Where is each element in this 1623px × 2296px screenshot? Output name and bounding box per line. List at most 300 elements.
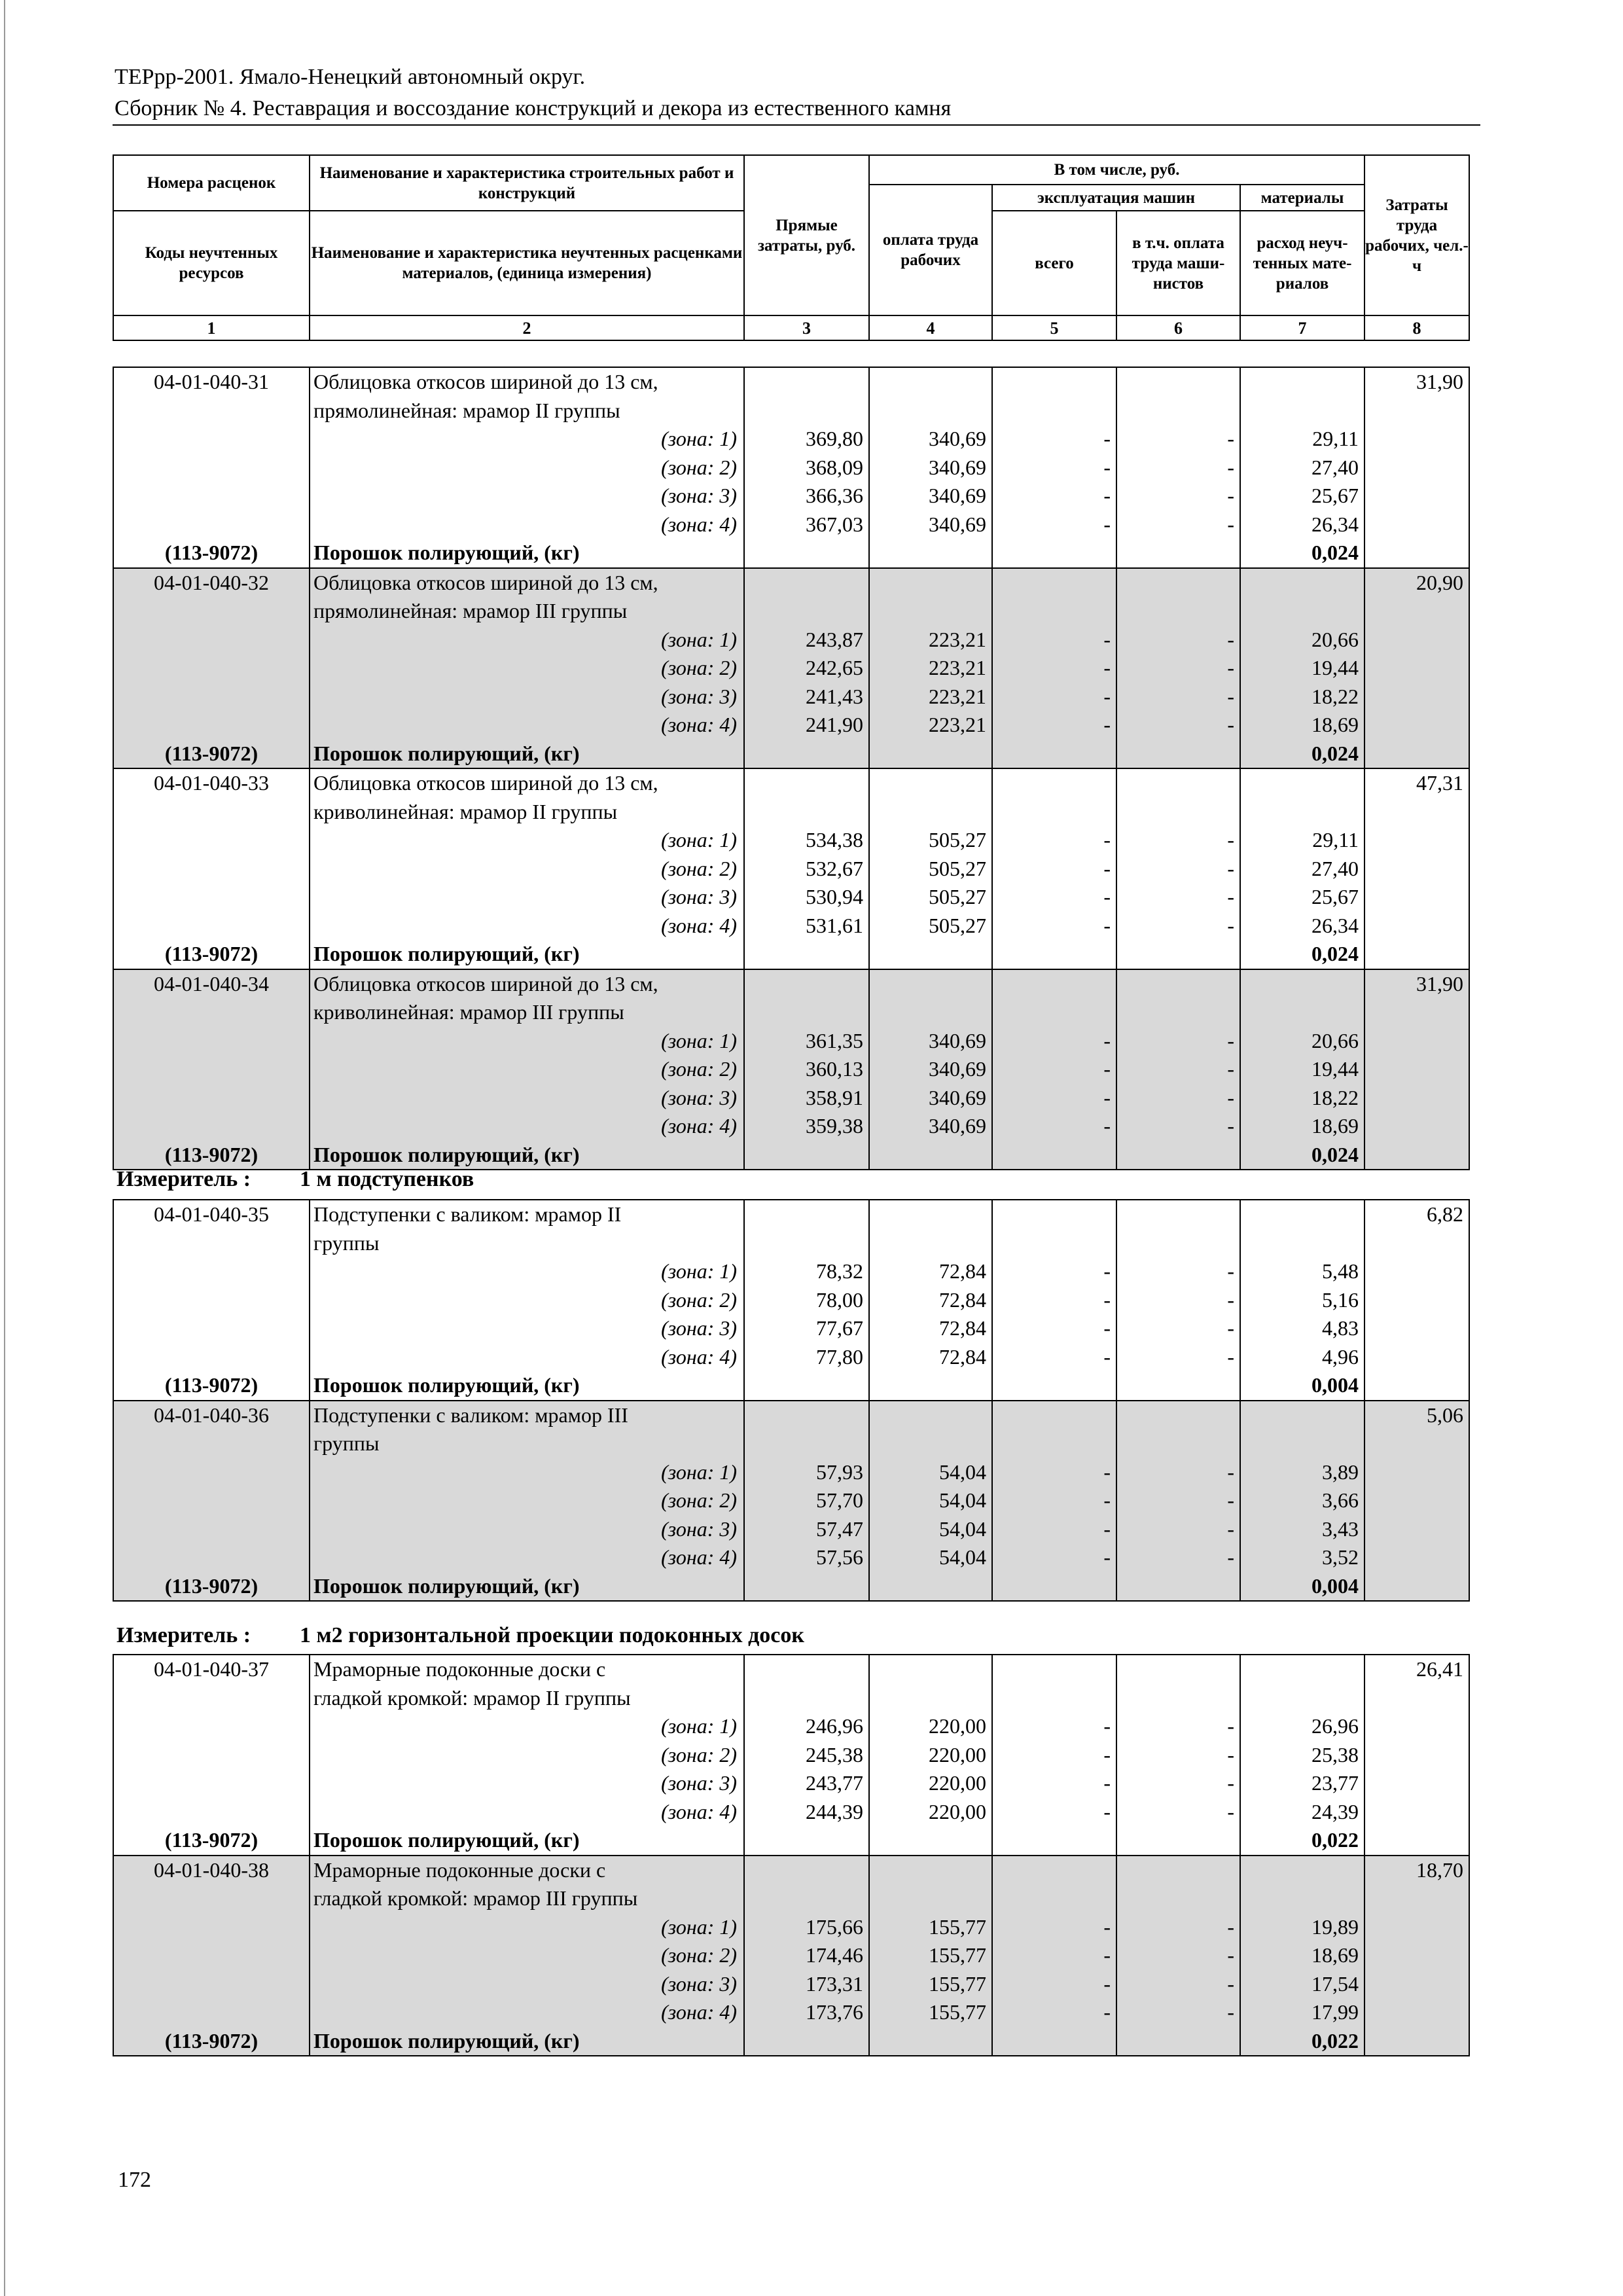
blank-line [745,597,868,626]
rate-entry [113,1655,1469,1856]
material-cost-value: 3,52 [1322,1545,1359,1569]
direct-cost-value: 532,67 [806,856,863,880]
rate-entry [113,969,1469,1170]
blank-line [1241,798,1364,827]
zone-label: (зона: 1) [661,1259,737,1283]
resource-name: Порошок полирующий, (кг) [313,541,580,564]
col-resource-codes-header: Коды неучтенных ресурсов [113,211,310,315]
zone-label: (зона: 2) [661,1057,737,1081]
work-name-line: Мраморные подоконные доски с [313,1857,606,1882]
direct-cost-value: 77,67 [816,1316,863,1340]
machines-cost-value: - [1103,1714,1111,1738]
machines-cost-value: - [1103,828,1111,852]
blank-line [870,1141,991,1170]
resource-name: Порошок полирующий, (кг) [313,1573,580,1598]
rate-code-cell [113,969,310,1170]
blank-line [745,368,868,397]
blank-line [1117,1572,1240,1601]
blank-line [1117,1684,1240,1713]
material-cost-cell [1240,1856,1364,2056]
col-wage-header: оплата труда рабочих [869,185,992,315]
wage-cost-value: 54,04 [939,1460,986,1484]
col-num-1: 1 [113,315,310,340]
blank-line [745,998,868,1027]
direct-cost-value: 366,36 [806,484,863,507]
resource-code: (113-9072) [164,541,259,564]
measure-text: 1 м2 горизонтальной проекции подоконных досок [300,1623,804,1647]
zone-label: (зона: 3) [661,1316,737,1340]
blank-line [745,569,868,598]
rate-code: 04-01-040-32 [154,570,269,594]
work-name-line: группы [313,1431,380,1455]
zone-label: (зона: 4) [661,1114,737,1138]
machines-cost-value: - [1103,1914,1111,1939]
direct-cost-value: 534,38 [806,828,863,852]
direct-cost-value: 246,96 [806,1714,863,1738]
machines-cost-value: - [1103,1799,1111,1823]
resource-name: Порошок полирующий, (кг) [313,1828,580,1852]
material-cost-cell [1240,367,1364,568]
material-cost-value: 3,66 [1322,1488,1359,1512]
work-name-cell [310,969,744,1170]
zone-label: (зона: 4) [661,713,737,736]
material-cost-value: 29,11 [1312,828,1359,852]
col-machinist-wage-header: в т.ч. оплата труда маши-нистов [1116,211,1240,315]
machinist-wage-value: - [1227,1516,1234,1541]
material-cost-value: 4,83 [1322,1316,1359,1340]
blank-line [745,1200,868,1229]
machinist-wage-cell [1116,768,1240,969]
wage-cost-value: 505,27 [929,885,986,908]
machinist-wage-cell [1116,367,1240,568]
material-cost-cell [1240,568,1364,769]
resource-code: (113-9072) [164,1142,259,1166]
blank-line [1117,998,1240,1027]
machinist-wage-value: - [1227,627,1234,651]
work-name-line: Облицовка откосов шириной до 13 см, [313,771,658,795]
zone-label: (зона: 4) [661,512,737,536]
direct-cost-value: 241,43 [806,684,863,708]
work-name-line: криволинейная: мрамор II группы [313,799,618,823]
blank-line [993,970,1116,999]
col-machines-total-header: всего [992,211,1116,315]
work-name-line: Подступенки с валиком: мрамор II [313,1202,622,1226]
measure-label: Измеритель : [116,1623,251,1647]
blank-line [993,769,1116,798]
rate-entry [113,568,1469,769]
machines-cost-value: - [1103,2000,1111,2024]
direct-cost-cell [744,768,869,969]
blank-line [870,1229,991,1258]
wage-cost-value: 223,21 [929,656,986,679]
work-name-cell [310,1856,744,2056]
direct-cost-value: 78,00 [816,1287,863,1312]
blank-line [993,998,1116,1027]
resource-code: (113-9072) [164,1828,259,1852]
direct-cost-value: 173,31 [806,1971,863,1996]
wage-cost-value: 340,69 [929,455,986,479]
machines-cost-value: - [1103,1114,1111,1138]
resource-name: Порошок полирующий, (кг) [313,2028,580,2053]
machines-cost-value: - [1103,1545,1111,1569]
blank-line [745,769,868,798]
direct-cost-value: 57,93 [816,1460,863,1484]
machinist-wage-value: - [1227,427,1234,450]
blank-line [870,798,991,827]
machines-cost-cell [992,969,1116,1170]
resource-quantity: 0,024 [1311,1142,1359,1166]
blank-line [993,1229,1116,1258]
machinist-wage-value: - [1227,1943,1234,1967]
material-cost-cell [1240,1655,1364,1856]
wage-cost-value: 155,77 [929,2000,986,2024]
work-name-line: гладкой кромкой: мрамор III группы [313,1886,638,1910]
material-cost-value: 5,48 [1322,1259,1359,1283]
resource-quantity: 0,022 [1311,1828,1359,1852]
machines-cost-value: - [1103,856,1111,880]
measure-note-2 [116,1623,804,1648]
blank-line [993,397,1116,425]
direct-cost-value: 531,61 [806,913,863,937]
zone-label: (зона: 2) [661,1287,737,1312]
blank-line [1117,1229,1240,1258]
machines-cost-cell [992,1856,1116,2056]
wage-cost-value: 220,00 [929,1714,986,1738]
blank-line [870,1826,991,1855]
blank-line [745,940,868,969]
machinist-wage-value: - [1227,512,1234,536]
direct-cost-value: 359,38 [806,1114,863,1138]
machinist-wage-value: - [1227,828,1234,852]
zone-label: (зона: 2) [661,455,737,479]
material-cost-value: 19,44 [1311,656,1359,679]
rate-code-cell [113,568,310,769]
blank-line [870,2027,991,2056]
direct-cost-value: 173,76 [806,2000,863,2024]
machinist-wage-cell [1116,1200,1240,1401]
wage-cost-cell [869,768,992,969]
material-cost-value: 4,96 [1322,1344,1359,1369]
wage-cost-value: 220,00 [929,1742,986,1767]
zone-label: (зона: 3) [661,885,737,908]
blank-line [993,1856,1116,1885]
machinist-wage-cell [1116,1401,1240,1602]
resource-code: (113-9072) [164,741,259,765]
work-name-line: Облицовка откосов шириной до 13 см, [313,570,658,594]
measure-note-1 [116,1167,474,1192]
table-header [113,154,1470,341]
machinist-wage-value: - [1227,1771,1234,1795]
machinist-wage-value: - [1227,1742,1234,1767]
work-name-line: Облицовка откосов шириной до 13 см, [313,370,658,393]
rate-entry [113,367,1469,568]
material-cost-value: 19,44 [1311,1057,1359,1081]
rate-entry [113,768,1469,969]
blank-line [745,1141,868,1170]
incl-header: В том числе, руб. [869,155,1364,185]
wage-cost-value: 340,69 [929,1028,986,1052]
blank-line [1241,1401,1364,1430]
machines-cost-value: - [1103,713,1111,736]
material-cost-value: 20,66 [1311,1028,1359,1052]
machines-cost-value: - [1103,455,1111,479]
rates-block-3 [113,1654,1470,2056]
zone-label: (зона: 1) [661,627,737,651]
blank-line [745,1371,868,1400]
wage-cost-value: 220,00 [929,1799,986,1823]
material-cost-value: 24,39 [1311,1799,1359,1823]
zone-label: (зона: 2) [661,1488,737,1512]
blank-line [745,1572,868,1601]
direct-cost-cell [744,367,869,568]
col-labor-header: Затраты труда рабочих, чел.-ч [1364,155,1469,315]
blank-line [870,1572,991,1601]
machinist-wage-cell [1116,1856,1240,2056]
labor-cell [1364,768,1469,969]
blank-line [745,1684,868,1713]
col-material-name-header: Наименование и характеристика неучтенных расценками материалов, (единица измерения) [310,211,744,315]
rate-code: 04-01-040-37 [154,1657,269,1681]
direct-cost-value: 241,90 [806,713,863,736]
blank-line [993,1684,1116,1713]
work-name-line: Облицовка откосов шириной до 13 см, [313,971,658,996]
wage-cost-cell [869,1856,992,2056]
labor-cell [1364,1401,1469,1602]
wage-cost-value: 505,27 [929,856,986,880]
wage-cost-value: 72,84 [939,1316,986,1340]
direct-cost-value: 245,38 [806,1742,863,1767]
blank-line [1117,397,1240,425]
machines-cost-value: - [1103,1344,1111,1369]
blank-line [993,740,1116,768]
work-name-line: криволинейная: мрамор III группы [313,1000,624,1024]
resource-quantity: 0,024 [1311,942,1359,965]
machinist-wage-value: - [1227,1057,1234,1081]
work-name-line: прямолинейная: мрамор II группы [313,398,620,422]
wage-cost-cell [869,1655,992,1856]
col-material-use-header: расход неуч-тенных мате-риалов [1240,211,1364,315]
labor-value: 31,90 [1416,370,1463,393]
direct-cost-value: 77,80 [816,1344,863,1369]
machinist-wage-value: - [1227,885,1234,908]
machines-cost-value: - [1103,1943,1111,1967]
zone-label: (зона: 3) [661,1971,737,1996]
labor-value: 20,90 [1416,570,1463,594]
work-name-cell [310,568,744,769]
labor-cell [1364,1856,1469,2056]
machines-cost-value: - [1103,913,1111,937]
blank-line [1241,1684,1364,1713]
work-name-cell [310,1655,744,1856]
machinist-wage-value: - [1227,1114,1234,1138]
resource-name: Порошок полирующий, (кг) [313,942,580,965]
machines-cost-value: - [1103,427,1111,450]
wage-cost-cell [869,1200,992,1401]
wage-cost-value: 72,84 [939,1259,986,1283]
zone-label: (зона: 1) [661,1714,737,1738]
machines-cost-cell [992,568,1116,769]
direct-cost-value: 361,35 [806,1028,863,1052]
labor-value: 5,06 [1427,1403,1463,1427]
blank-line [993,798,1116,827]
zone-label: (зона: 1) [661,1028,737,1052]
machines-cost-value: - [1103,1287,1111,1312]
blank-line [1241,1655,1364,1684]
wage-cost-value: 54,04 [939,1516,986,1541]
wage-cost-value: 340,69 [929,512,986,536]
blank-line [993,1826,1116,1855]
col-num-3: 3 [744,315,869,340]
machinist-wage-value: - [1227,1971,1234,1996]
machines-cost-cell [992,1401,1116,1602]
machinist-wage-value: - [1227,2000,1234,2024]
direct-cost-value: 243,77 [806,1771,863,1795]
blank-line [870,368,991,397]
wage-cost-value: 340,69 [929,1114,986,1138]
direct-cost-cell [744,1401,869,1602]
zone-label: (зона: 4) [661,1799,737,1823]
zone-label: (зона: 2) [661,1742,737,1767]
wage-cost-value: 155,77 [929,1943,986,1967]
col-rate-numbers-header: Номера расценок [113,155,310,211]
work-name-cell [310,768,744,969]
blank-line [745,1826,868,1855]
blank-line [745,1856,868,1885]
direct-cost-value: 367,03 [806,512,863,536]
blank-line [870,1371,991,1400]
measure-text: 1 м подступенков [300,1167,474,1191]
material-cost-value: 3,43 [1322,1516,1359,1541]
blank-line [1117,769,1240,798]
wage-cost-value: 72,84 [939,1344,986,1369]
blank-line [870,1884,991,1913]
rate-code: 04-01-040-34 [154,971,269,996]
rate-code-cell [113,1655,310,1856]
machines-cost-cell [992,367,1116,568]
machinist-wage-value: - [1227,684,1234,708]
machinist-wage-value: - [1227,1316,1234,1340]
col-num-6: 6 [1116,315,1240,340]
direct-cost-value: 242,65 [806,656,863,679]
wage-cost-value: 155,77 [929,1914,986,1939]
rate-code-cell [113,768,310,969]
resource-quantity: 0,024 [1311,541,1359,564]
machinist-wage-value: - [1227,1914,1234,1939]
blank-line [870,1200,991,1229]
machines-cost-value: - [1103,1971,1111,1996]
zone-label: (зона: 1) [661,1460,737,1484]
rate-code-cell [113,367,310,568]
zone-label: (зона: 3) [661,484,737,507]
material-cost-value: 18,22 [1311,1085,1359,1109]
machinist-wage-value: - [1227,1344,1234,1369]
machines-cost-value: - [1103,1488,1111,1512]
rates-block-2 [113,1199,1470,1602]
blank-line [1117,1141,1240,1170]
labor-value: 6,82 [1427,1202,1463,1226]
wage-cost-value: 220,00 [929,1771,986,1795]
rate-entry [113,1401,1469,1602]
col-num-8: 8 [1364,315,1469,340]
page-edge-line [4,0,5,2296]
material-cost-cell [1240,1200,1364,1401]
material-cost-value: 27,40 [1311,856,1359,880]
blank-line [745,1429,868,1458]
rate-code: 04-01-040-35 [154,1202,269,1226]
direct-cost-value: 174,46 [806,1943,863,1967]
work-name-cell [310,1200,744,1401]
wage-cost-value: 155,77 [929,1971,986,1996]
measure-label: Измеритель : [116,1167,251,1191]
blank-line [1117,1429,1240,1458]
wage-cost-value: 340,69 [929,1085,986,1109]
blank-line [993,597,1116,626]
work-name-cell [310,367,744,568]
blank-line [1117,569,1240,598]
work-name-line: Подступенки с валиком: мрамор III [313,1403,628,1427]
machines-cost-value: - [1103,1259,1111,1283]
machinist-wage-value: - [1227,1460,1234,1484]
blank-line [1241,970,1364,999]
material-cost-value: 25,67 [1311,484,1359,507]
machines-cost-value: - [1103,885,1111,908]
direct-cost-value: 57,70 [816,1488,863,1512]
blank-line [993,1429,1116,1458]
direct-cost-cell [744,969,869,1170]
resource-code: (113-9072) [164,1373,259,1397]
material-cost-value: 18,69 [1311,1943,1359,1967]
blank-line [745,397,868,425]
material-cost-cell [1240,768,1364,969]
rate-code-cell [113,1401,310,1602]
blank-line [745,539,868,567]
machines-cost-value: - [1103,1742,1111,1767]
resource-name: Порошок полирующий, (кг) [313,741,580,765]
col-direct-cost-header: Прямые затраты, руб. [744,155,869,315]
work-name-line: группы [313,1230,380,1255]
labor-cell [1364,969,1469,1170]
blank-line [870,740,991,768]
machinist-wage-value: - [1227,1287,1234,1312]
material-cost-value: 18,69 [1311,1114,1359,1138]
blank-line [1117,597,1240,626]
direct-cost-value: 244,39 [806,1799,863,1823]
blank-line [1117,798,1240,827]
wage-cost-value: 223,21 [929,684,986,708]
resource-code: (113-9072) [164,2028,259,2053]
machinist-wage-value: - [1227,1028,1234,1052]
blank-line [1241,1856,1364,1885]
blank-line [870,970,991,999]
machines-cost-value: - [1103,1516,1111,1541]
blank-line [870,769,991,798]
machines-cost-value: - [1103,1316,1111,1340]
blank-line [993,539,1116,567]
machinist-wage-value: - [1227,484,1234,507]
blank-line [1117,539,1240,567]
zone-label: (зона: 3) [661,684,737,708]
wage-cost-cell [869,568,992,769]
rate-code: 04-01-040-38 [154,1857,269,1882]
blank-line [1117,2027,1240,2056]
blank-line [745,1229,868,1258]
rate-entry [113,1856,1469,2056]
blank-line [1117,1200,1240,1229]
zone-label: (зона: 2) [661,656,737,679]
blank-line [993,569,1116,598]
machines-cost-value: - [1103,1771,1111,1795]
labor-cell [1364,1655,1469,1856]
